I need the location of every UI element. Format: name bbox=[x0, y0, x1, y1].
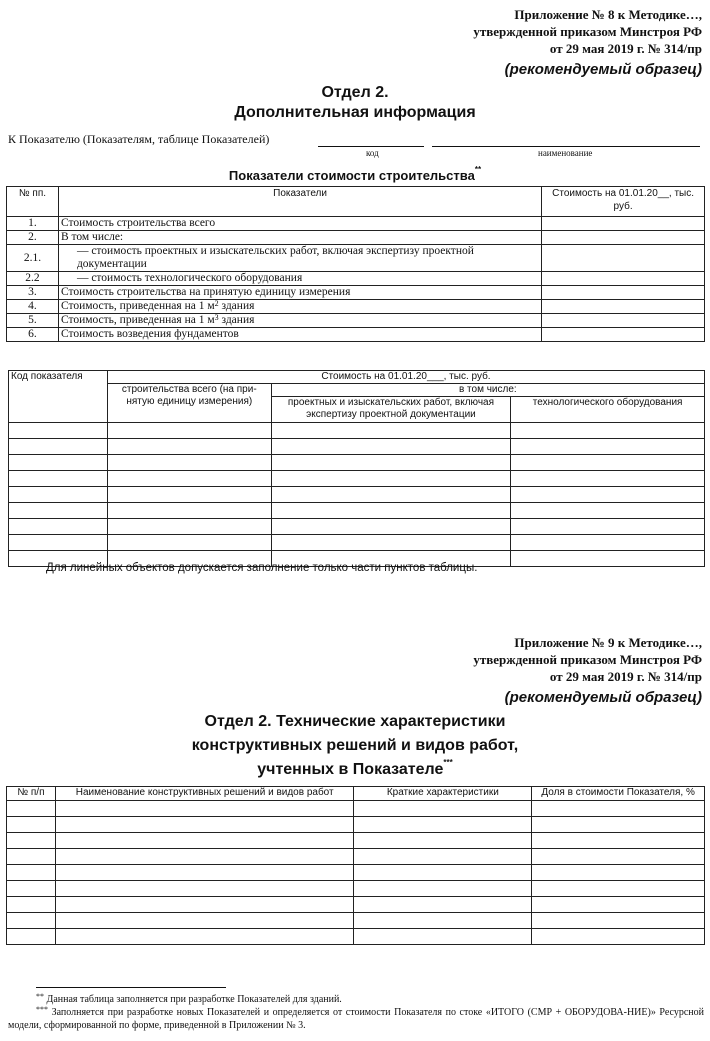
input-cell[interactable] bbox=[511, 551, 705, 567]
row-num: 3. bbox=[7, 286, 59, 300]
col-header-design: проектных и изыскательских работ, включая экспертизу проектной документации bbox=[271, 397, 511, 423]
input-cell[interactable] bbox=[107, 535, 271, 551]
input-cell[interactable] bbox=[354, 913, 532, 929]
cost-cell[interactable] bbox=[542, 328, 705, 342]
input-cell[interactable] bbox=[55, 881, 354, 897]
cost-cell[interactable] bbox=[542, 231, 705, 245]
input-cell[interactable] bbox=[107, 519, 271, 535]
input-cell[interactable] bbox=[107, 487, 271, 503]
footnote-1-mark: ** bbox=[36, 992, 44, 1001]
input-cell[interactable] bbox=[107, 503, 271, 519]
input-cell[interactable] bbox=[511, 455, 705, 471]
row-text bbox=[58, 300, 541, 314]
input-cell[interactable] bbox=[271, 535, 511, 551]
input-cell[interactable] bbox=[9, 439, 108, 455]
footnote-1-text: Данная таблица заполняется при разработке Показателей для зданий. bbox=[44, 994, 342, 1005]
input-cell[interactable] bbox=[55, 913, 354, 929]
input-cell[interactable] bbox=[532, 929, 705, 945]
appendix8-sample: (рекомендуемый образец) bbox=[504, 61, 702, 78]
section2b-title1: Отдел 2. Технические характеристики bbox=[204, 713, 506, 730]
input-cell[interactable] bbox=[9, 471, 108, 487]
appendix8-line3: от 29 мая 2019 г. № 314/пр bbox=[549, 41, 702, 56]
input-cell[interactable] bbox=[511, 503, 705, 519]
col-header-total: строительства всего (на при-нятую единицу измерения) bbox=[107, 384, 271, 423]
row-text-a: Стоимость, приведенная на 1 м bbox=[60, 314, 215, 326]
input-cell[interactable] bbox=[271, 503, 511, 519]
input-cell[interactable] bbox=[55, 833, 354, 849]
col-header-cost: Стоимость на 01.01.20__, тыс. руб. bbox=[542, 187, 705, 217]
appendix9-sample: (рекомендуемый образец) bbox=[504, 689, 702, 706]
input-cell[interactable] bbox=[354, 801, 532, 817]
cost-indicators-table bbox=[6, 186, 705, 342]
name-field[interactable] bbox=[432, 146, 700, 147]
input-cell[interactable] bbox=[511, 423, 705, 439]
input-cell[interactable] bbox=[9, 519, 108, 535]
col-header-share: Доля в стоимости Показателя, % bbox=[532, 787, 705, 801]
input-cell[interactable] bbox=[354, 817, 532, 833]
input-cell[interactable] bbox=[511, 535, 705, 551]
input-cell[interactable] bbox=[271, 423, 511, 439]
name-label: наименование bbox=[538, 148, 593, 158]
input-cell[interactable] bbox=[511, 471, 705, 487]
row-num: 2. bbox=[7, 231, 59, 245]
cost-cell[interactable] bbox=[542, 245, 705, 272]
code-field[interactable] bbox=[318, 146, 424, 147]
footnote-2-text: Заполняется при разработке новых Показателей и определяется от стоимости Показателя по стоке «ИТОГО (СМР + ОБОРУДОВА-НИЕ)» Ресурсной модели, сформированной по форме, приведенной в Приложении № 3. bbox=[8, 1007, 704, 1031]
col-header-indicators: Показатели bbox=[58, 187, 541, 217]
input-cell[interactable] bbox=[354, 897, 532, 913]
input-cell[interactable] bbox=[271, 455, 511, 471]
input-cell[interactable] bbox=[354, 881, 532, 897]
row-sup: 2 bbox=[214, 299, 219, 308]
row-text: Стоимость строительства всего bbox=[58, 217, 541, 231]
input-cell[interactable] bbox=[271, 487, 511, 503]
input-cell[interactable] bbox=[55, 817, 354, 833]
section2b-title3-wrap bbox=[0, 758, 710, 779]
input-cell[interactable] bbox=[532, 913, 705, 929]
cost-cell[interactable] bbox=[542, 300, 705, 314]
table1-title bbox=[0, 165, 710, 183]
input-cell[interactable] bbox=[107, 423, 271, 439]
row-text: Стоимость строительства на принятую единицу измерения bbox=[58, 286, 541, 300]
input-cell[interactable] bbox=[511, 519, 705, 535]
input-cell[interactable] bbox=[511, 439, 705, 455]
footnote-1 bbox=[36, 993, 704, 1006]
input-cell[interactable] bbox=[532, 801, 705, 817]
input-cell[interactable] bbox=[55, 897, 354, 913]
input-cell[interactable] bbox=[55, 801, 354, 817]
row-text-b: здания bbox=[218, 314, 255, 326]
input-cell[interactable] bbox=[9, 423, 108, 439]
input-cell[interactable] bbox=[354, 833, 532, 849]
row-text: — стоимость технологического оборудования bbox=[58, 272, 541, 286]
input-cell[interactable] bbox=[271, 471, 511, 487]
footnote-2-mark: *** bbox=[36, 1005, 48, 1014]
row-num: 2.1. bbox=[7, 245, 59, 272]
col-header-brief: Краткие характеристики bbox=[354, 787, 532, 801]
input-cell[interactable] bbox=[354, 865, 532, 881]
input-cell[interactable] bbox=[532, 881, 705, 897]
input-cell[interactable] bbox=[532, 817, 705, 833]
section2b-title-mark: *** bbox=[443, 758, 453, 767]
section2-title2: Дополнительная информация bbox=[234, 104, 476, 121]
input-cell[interactable] bbox=[271, 519, 511, 535]
footnote-divider bbox=[36, 987, 226, 988]
input-cell[interactable] bbox=[7, 801, 56, 817]
appendix8-line1: Приложение № 8 к Методике…, bbox=[514, 7, 702, 22]
row-sup: 3 bbox=[214, 313, 219, 322]
tech-characteristics-table bbox=[6, 786, 705, 945]
input-cell[interactable] bbox=[532, 897, 705, 913]
indicator-ref-label: К Показателю (Показателям, таблице Показателей) bbox=[8, 132, 270, 146]
appendix9-line3: от 29 мая 2019 г. № 314/пр bbox=[549, 669, 702, 684]
input-cell[interactable] bbox=[532, 833, 705, 849]
input-cell[interactable] bbox=[354, 849, 532, 865]
footnote-2 bbox=[8, 1006, 704, 1032]
input-cell[interactable] bbox=[9, 455, 108, 471]
row-text-b: здания bbox=[218, 300, 255, 312]
section2b-title2: конструктивных решений и видов работ, bbox=[191, 737, 519, 754]
input-cell[interactable] bbox=[7, 849, 56, 865]
input-cell[interactable] bbox=[7, 833, 56, 849]
input-cell[interactable] bbox=[55, 929, 354, 945]
row-text bbox=[58, 314, 541, 328]
input-cell[interactable] bbox=[532, 849, 705, 865]
input-cell[interactable] bbox=[107, 455, 271, 471]
col-header-name: Наименование конструктивных решений и видов работ bbox=[55, 787, 354, 801]
input-cell[interactable] bbox=[7, 929, 56, 945]
input-cell[interactable] bbox=[9, 535, 108, 551]
input-cell[interactable] bbox=[107, 439, 271, 455]
row-text: В том числе: bbox=[58, 231, 541, 245]
indicator-cost-table bbox=[8, 370, 705, 567]
appendix9-line1: Приложение № 9 к Методике…, bbox=[514, 635, 702, 650]
input-cell[interactable] bbox=[354, 929, 532, 945]
row-text: — стоимость проектных и изыскательских работ, включая экспертизу проектной документации bbox=[58, 245, 541, 272]
appendix9-header bbox=[473, 634, 702, 685]
col-header-num: № пп. bbox=[7, 187, 59, 217]
appendix8-header bbox=[473, 6, 702, 57]
appendix9-line2: утвержденной приказом Минстроя РФ bbox=[473, 652, 702, 667]
cost-cell[interactable] bbox=[542, 272, 705, 286]
input-cell[interactable] bbox=[55, 849, 354, 865]
input-cell[interactable] bbox=[532, 865, 705, 881]
col-header-code: Код показателя bbox=[9, 371, 108, 423]
input-cell[interactable] bbox=[9, 487, 108, 503]
col-header-equipment: технологического оборудования bbox=[511, 397, 705, 423]
input-cell[interactable] bbox=[55, 865, 354, 881]
row-text: Стоимость возведения фундаментов bbox=[58, 328, 541, 342]
section2b-title3: учтенных в Показателе bbox=[257, 761, 444, 778]
input-cell[interactable] bbox=[9, 503, 108, 519]
col-header-incl: в том числе: bbox=[271, 384, 704, 397]
cost-cell[interactable] bbox=[542, 217, 705, 231]
cost-cell[interactable] bbox=[542, 286, 705, 300]
input-cell[interactable] bbox=[7, 881, 56, 897]
appendix8-line2: утвержденной приказом Минстроя РФ bbox=[473, 24, 702, 39]
col-header-num: № п/п bbox=[7, 787, 56, 801]
cost-cell[interactable] bbox=[542, 314, 705, 328]
col-header-cost: Стоимость на 01.01.20___, тыс. руб. bbox=[107, 371, 704, 384]
section2-title1: Отдел 2. bbox=[321, 84, 389, 101]
table1-title-text: Показатели стоимости строительства bbox=[228, 168, 475, 183]
row-num: 4. bbox=[7, 300, 59, 314]
input-cell[interactable] bbox=[511, 487, 705, 503]
input-cell[interactable] bbox=[7, 913, 56, 929]
row-num: 2.2 bbox=[7, 272, 59, 286]
row-num: 6. bbox=[7, 328, 59, 342]
input-cell[interactable] bbox=[7, 897, 56, 913]
table1-title-mark: ** bbox=[474, 165, 482, 174]
input-cell[interactable] bbox=[7, 817, 56, 833]
row-num: 5. bbox=[7, 314, 59, 328]
input-cell[interactable] bbox=[107, 471, 271, 487]
code-label: код bbox=[366, 148, 379, 158]
input-cell[interactable] bbox=[271, 439, 511, 455]
row-text-a: Стоимость, приведенная на 1 м bbox=[60, 300, 215, 312]
linear-objects-note: Для линейных объектов допускается заполнение только части пунктов таблицы. bbox=[46, 562, 478, 574]
input-cell[interactable] bbox=[7, 865, 56, 881]
row-num: 1. bbox=[7, 217, 59, 231]
